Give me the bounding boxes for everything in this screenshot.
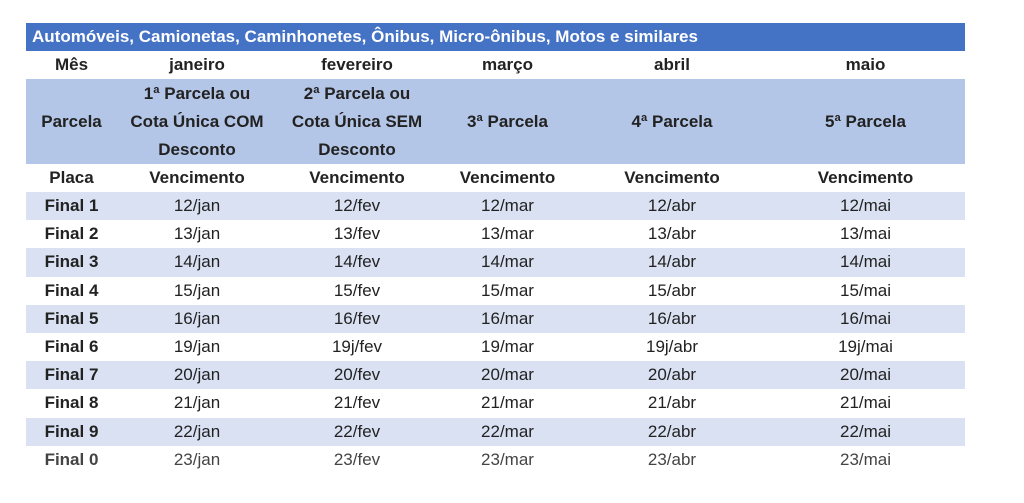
due-header-cell: Vencimento: [817, 168, 914, 187]
due-date-cell: 22/mai: [839, 421, 892, 441]
table-body: [26, 192, 965, 474]
plate-cell: Final 9: [44, 421, 99, 441]
due-date-cell: 20/mar: [481, 365, 534, 385]
due-date-cell: 16/jan: [173, 308, 221, 328]
due-date-cell: 22/fev: [333, 421, 381, 441]
plate-cell: Final 3: [44, 252, 99, 272]
due-date-cell: 14/fev: [333, 252, 381, 272]
due-date-cell: 15/jan: [173, 280, 221, 300]
month-header-cell: maio: [845, 55, 886, 74]
plate-cell: Final 4: [44, 280, 99, 300]
due-date-cell: 22/mar: [481, 421, 534, 441]
due-date-cell: 14/mai: [839, 252, 892, 272]
plate-cell: Final 2: [44, 224, 99, 244]
due-date-cell: 21/mar: [481, 393, 534, 413]
due-date-cell: 12/fev: [333, 196, 381, 216]
due-date-cell: 23/mar: [481, 449, 534, 469]
due-date-cell: 13/mar: [481, 224, 534, 244]
due-date-cell: 13/fev: [333, 224, 381, 244]
due-date-cell: 19/mar: [481, 337, 534, 357]
placa-label: Placa: [49, 168, 94, 187]
parcel-header-cell: 4ª Parcela: [631, 111, 713, 131]
due-date-cell: 22/abr: [647, 421, 697, 441]
due-date-cell: 19j/fev: [331, 337, 383, 357]
plate-cell: Final 0: [44, 449, 99, 469]
month-header-cell: fevereiro: [321, 55, 393, 74]
due-header-cell: Vencimento: [149, 168, 245, 187]
due-date-cell: 16/abr: [647, 308, 697, 328]
parcel-header-row: [26, 79, 965, 164]
due-date-cell: 21/jan: [173, 393, 221, 413]
table-row: [26, 220, 965, 248]
due-date-cell: 21/abr: [647, 393, 697, 413]
table-row: [26, 361, 965, 389]
due-date-cell: 12/mar: [481, 196, 534, 216]
due-date-cell: 15/abr: [647, 280, 697, 300]
due-date-cell: 23/jan: [173, 449, 221, 469]
month-header-cell: março: [481, 55, 534, 74]
due-date-cell: 19j/abr: [646, 337, 698, 357]
due-date-cell: 23/fev: [333, 449, 381, 469]
due-date-cell: 13/jan: [173, 224, 221, 244]
due-date-cell: 14/mar: [481, 252, 534, 272]
parcel-header-cell: 1ª Parcela ou Cota Única COM Desconto: [130, 83, 264, 159]
table-row: [26, 446, 965, 474]
due-date-cell: 12/mai: [839, 196, 892, 216]
due-date-cell: 14/abr: [647, 252, 697, 272]
plate-cell: Final 8: [44, 393, 99, 413]
due-header-cell: Vencimento: [624, 168, 720, 187]
due-date-cell: 14/jan: [173, 252, 221, 272]
due-date-cell: 16/fev: [333, 308, 381, 328]
parcel-header-cell: 5ª Parcela: [825, 111, 906, 131]
due-date-cell: 19/jan: [173, 337, 221, 357]
month-header-row: [26, 51, 965, 79]
due-date-cell: 12/jan: [173, 196, 221, 216]
month-label: Mês: [54, 55, 89, 74]
table-row: [26, 418, 965, 446]
due-date-cell: 21/mai: [839, 393, 892, 413]
due-date-cell: 20/abr: [647, 365, 697, 385]
due-date-cell: 21/fev: [333, 393, 381, 413]
due-date-table: [26, 23, 965, 474]
due-date-cell: 15/fev: [333, 280, 381, 300]
table-row: [26, 305, 965, 333]
plate-cell: Final 6: [44, 337, 99, 357]
plate-cell: Final 5: [44, 308, 99, 328]
due-date-cell: 19j/mai: [838, 337, 893, 357]
due-date-cell: 23/mai: [839, 449, 892, 469]
parcel-header-cell: 2ª Parcela ou Cota Única SEM Desconto: [291, 83, 423, 159]
due-date-cell: 12/abr: [647, 196, 697, 216]
table-row: [26, 389, 965, 417]
table-row: [26, 333, 965, 361]
month-header-cell: janeiro: [169, 55, 225, 74]
due-date-cell: 16/mai: [839, 308, 892, 328]
table-title: Automóveis, Camionetas, Caminhonetes, Ônibus, Micro-ônibus, Motos e similares: [26, 23, 965, 51]
month-header-cell: abril: [654, 55, 690, 74]
parcel-header-cell: 3ª Parcela: [467, 111, 548, 131]
table-row: [26, 192, 965, 220]
due-date-cell: 22/jan: [173, 421, 221, 441]
due-date-cell: 20/fev: [333, 365, 381, 385]
table-row: [26, 277, 965, 305]
due-date-cell: 13/abr: [647, 224, 697, 244]
due-date-cell: 16/mar: [481, 308, 534, 328]
plate-cell: Final 1: [44, 196, 99, 216]
due-date-cell: 15/mar: [481, 280, 534, 300]
due-date-cell: 13/mai: [839, 224, 892, 244]
plate-cell: Final 7: [44, 365, 99, 385]
table-row: [26, 248, 965, 276]
due-date-cell: 20/mai: [839, 365, 892, 385]
due-date-cell: 20/jan: [173, 365, 221, 385]
parcel-label: Parcela: [41, 111, 102, 131]
due-date-cell: 23/abr: [647, 449, 697, 469]
due-date-cell: 15/mai: [839, 280, 892, 300]
due-header-cell: Vencimento: [309, 168, 405, 187]
placa-header-row: [26, 164, 965, 192]
due-header-cell: Vencimento: [459, 168, 556, 187]
